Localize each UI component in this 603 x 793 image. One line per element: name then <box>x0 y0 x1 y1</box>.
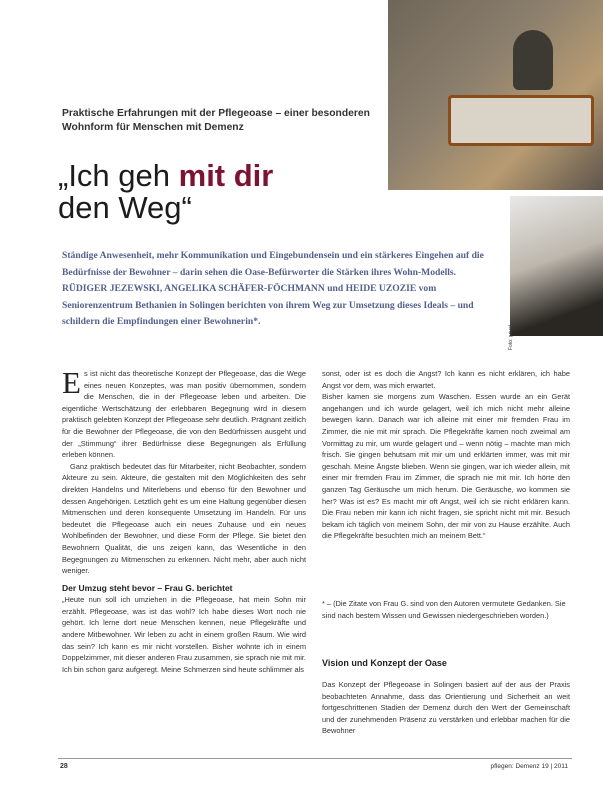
paragraph: sonst, oder ist es doch die Angst? Ich kann es nicht erklären, ich habe Angst vor dem, was mich erwartet. <box>322 369 570 390</box>
column-1 <box>62 365 306 675</box>
paragraph: Bisher kamen sie morgens zum Waschen. Essen wurde an ein Gerät angehangen und ich wurde gelagert, weil ich mich nicht mehr alleine bewegen kann. Danach war ich alleine mit einer mir fremden Frau im Zimmer, die nie mit mir sprach. Die Pflegekräfte kamen noch zweimal am Vormittag zu mir, um wurde gelagert und – wenn nötig – machte man mich frisch. Sie gingen behutsam mit mir um und erklärten immer, was mit mir geschah. Meine Ängste blieben. Wenn sie gingen, war ich wieder allein, mit einer mir fremden Frau im Zimmer, die sprach nie mit mir. Ich hörte den ganzen Tag Geräusche um mich herum. Die Geräusche, wo kommen sie her? Was ist es? Es macht mir oft Angst, weil ich sie nicht erklären kann. Die Frau neben mir kann ich nicht fragen, sie spricht nicht mit mir. Besuch bekam ich täglich von meinem Sohn, der mir von zu Hause erzählte. Auch die Pflegekräfte besuchten mich an meinem Bett.“ <box>322 392 570 541</box>
article-intro: Ständige Anwesenheit, mehr Kommunikation und Eingebundensein und ein stärkeres Eingehen auf die Bedürfnisse der Bewohner – darin sehen die Oase-Befürworter die Stärken ihres Wohn-Modells. RÜDIGER JEZEWSKI, ANGELIKA SCHÄFER-FÖCHMANN und HEIDE UZOZIE vom Seniorenzentrum Bethanien in Solingen berichten von ihrem Weg zur Umsetzung dieses Ideals – und schildern die Empfindungen einer Bewohnerin*. <box>62 250 484 328</box>
paragraph: s ist nicht das theoretische Konzept der Pflegeoase, das die Wege eines neuen Konzeptes, was man positiv übernommen, sondern die Menschen, die in der Pflegeoase leben und arbeiten. Die eigentliche Wertschätzung der erlebbaren Begegnung wird in diesem praktisch gelebten Konzept der Pflegeoase sehr deutlich. Prägnant zeitlich für die Bewohner der Pflegeoase, die von den Bedürfnissen ausgeht und der „Stimmung“ ihrer Bedürfnisse diese Begegnungen als Erfüllung erleben können. <box>62 369 306 460</box>
paragraph: „Heute nun soll ich umziehen in die Pflegeoase, hat mein Sohn mir erzählt. Pflegeoase, was ist das wohl? Ich habe dieses Wort noch nie gehört. Ich lerne dort neue Menschen kennen, neue Pflegekräfte und andere Mitbewohner. Wir leben zu acht in einem großen Raum. Wie wird das sein? Ich kann es mir nicht vorstellen. Bisher wohnte ich in einem Doppelzimmer, mit dieser anderen Frau zusammen, sie sprach nie mit mir. Ich bin schon ganz aufgeregt. Meine Schmerzen sind heute schlimmer als <box>62 595 306 674</box>
header-photo <box>388 0 603 190</box>
footer-rule <box>58 758 572 759</box>
photo-caption: Foto: privat <box>508 324 514 350</box>
photo-person <box>513 30 553 90</box>
headline-part1: „Ich geh <box>58 158 179 193</box>
paragraph: Das Konzept der Pflegeoase in Solingen basiert auf der aus der Praxis beobachteten Annahme, dass das Orientierung und Sicherheit an weit fortgeschrittenen Stadien der Demenz durch den Wert der Gemeinschaft und der zunehmenden Präsenz zu verstärken und erlebbar machen für die Bewohner <box>322 680 570 736</box>
headline-highlight: mit dir <box>178 158 274 193</box>
side-photo <box>510 196 603 336</box>
subheading: Vision und Konzept der Oase <box>322 658 447 668</box>
photo-bed <box>448 95 594 146</box>
column-2 <box>322 368 570 542</box>
drop-cap: E <box>62 365 81 400</box>
footnote: * – (Die Zitate von Frau G. sind von den Autoren vermutete Gedanken. Sie sind nach bestem Wissen und Gewissen niedergeschrieben worden.) <box>322 599 566 620</box>
article-headline <box>58 160 273 224</box>
headline-part2: den Weg“ <box>58 190 192 225</box>
article-kicker: Praktische Erfahrungen mit der Pflegeoase – einer besonderen Wohnform für Menschen mit Demenz <box>62 108 370 133</box>
paragraph: Ganz praktisch bedeutet das für Mitarbeiter, nicht Beobachter, sondern Akteure zu sein. Akteure, die gestalten mit den Möglichkeiten des sehr direkten Handelns und Miterlebens und ebenso für den Bewohner und dessen Angehörigen. Letztlich geht es um eine Haltung gegenüber diesen Mitmenschen und deren konsequente Umsetzung im Handeln. Für uns bedeutet die Pflegeoase auch ein neues Zuhause und ein neues Wohlbefinden der Bewohner, und diese Form der Pflege. Sie bietet den Bewohnern Qualität, die uns zeigen kann, das Wesentliche in den Begegnungen zu Mitmenschen zu erkennen. Nicht mehr, aber auch nicht weniger. <box>62 461 306 576</box>
journal-name: pflegen: Demenz 19 | 2011 <box>490 763 568 770</box>
page-number: 28 <box>60 763 68 770</box>
subheading: Der Umzug steht bevor – Frau G. berichtet <box>62 582 233 593</box>
